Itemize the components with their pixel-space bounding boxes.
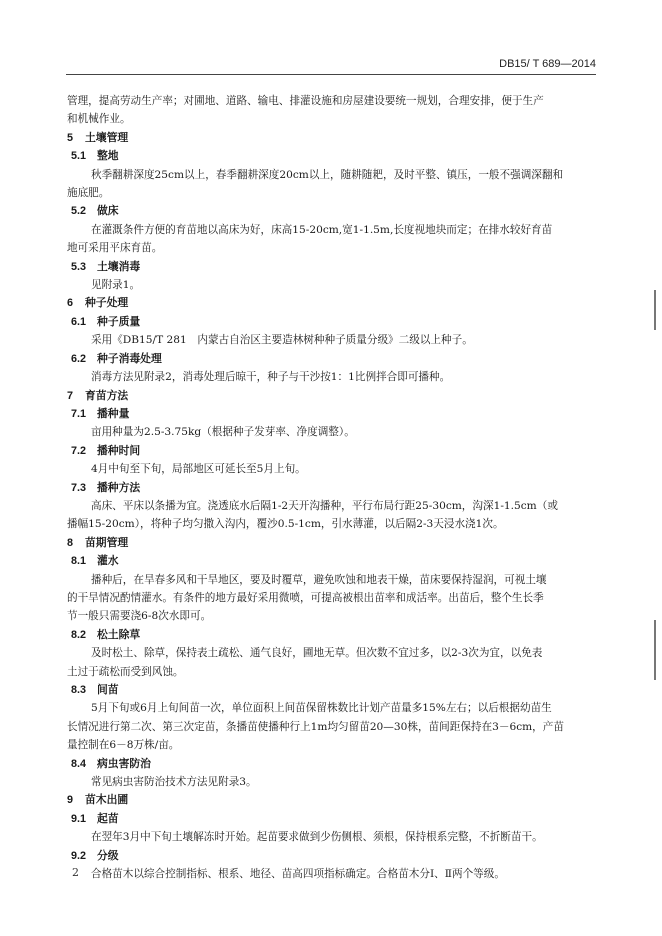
- text-line: 高床、平床以条播为宜。浇透底水后隔1-2天开沟播种，平行布局行距25-30cm，沟深1-1.5cm（或: [91, 499, 558, 512]
- text-line: 合格苗木以综合控制指标、根系、地径、苗高四项指标确定。合格苗木分Ⅰ、Ⅱ两个等级。: [91, 868, 505, 881]
- text-line: 施底肥。: [67, 187, 110, 200]
- text-line: 播幅15-20cm），将种子均匀撒入沟内，覆沙0.5-1cm，引水薄灌，以后隔2-3天浸水浇1次。: [67, 518, 504, 531]
- standard-number: DB15/ T 689—2014: [499, 58, 596, 70]
- section-heading: 5 土壤管理: [67, 131, 129, 144]
- scan-edge-mark: [654, 290, 656, 330]
- text-line: 长情况进行第二次、第三次定苗，条播苗使播种行上1m均匀留苗20—30株，苗间距保持在3－6cm，产苗: [67, 720, 564, 733]
- text-line: 采用《DB15/T 281 内蒙古自治区主要造林树种种子质量分级》二级以上种子。: [91, 334, 473, 347]
- text-line: 常见病虫害防治技术方法见附录3。: [91, 776, 257, 789]
- subsection-heading: 6.1 种子质量: [71, 315, 141, 328]
- text-line: 秋季翻耕深度25cm以上，春季翻耕深度20cm以上，随耕随耙，及时平整、镇压，一般不强调深翻和: [91, 168, 564, 181]
- text-line: 地可采用平床育苗。: [67, 242, 163, 255]
- text-line: 土过于疏松而受到风蚀。: [67, 665, 184, 678]
- text-line: 5月下旬或6月上旬间苗一次，单位面积上间苗保留株数比计划产苗量多15%左右；以后根据幼苗生: [91, 702, 552, 715]
- text-line: 和机械作业。: [67, 113, 131, 126]
- section-heading: 8 苗期管理: [67, 536, 129, 549]
- text-line: 量控制在6－8万株/亩。: [67, 739, 180, 752]
- text-line: 在灌溉条件方便的育苗地以高床为好，床高15-20cm,宽1-1.5m,长度视地块而定；在排水较好育苗: [91, 223, 553, 236]
- section-heading: 9 苗木出圃: [67, 794, 129, 807]
- header-rule: [66, 74, 596, 75]
- text-line: 节一般只需要浇6-8次水即可。: [67, 610, 212, 623]
- text-line: 4月中旬至下旬，局部地区可延长至5月上旬。: [91, 463, 306, 476]
- subsection-heading: 9.2 分级: [71, 849, 119, 862]
- text-line: 在翌年3月中下旬土壤解冻时开始。起苗要求做到少伤侧根、须根，保持根系完整，不折断苗干。: [91, 831, 543, 844]
- section-heading: 7 育苗方法: [67, 389, 129, 402]
- page-body: [67, 92, 597, 883]
- subsection-heading: 8.1 灌水: [71, 555, 119, 568]
- subsection-heading: 5.3 土壤消毒: [71, 260, 141, 273]
- subsection-heading: 8.3 间苗: [71, 684, 119, 696]
- text-line: 见附录1。: [91, 279, 141, 292]
- subsection-heading: 8.2 松土除草: [71, 628, 141, 641]
- text-line: 管理，提高劳动生产率；对圃地、道路、输电、排灌设施和房屋建设要统一规划，合理安排，便于生产: [67, 95, 544, 107]
- subsection-heading: 9.1 起苗: [71, 812, 119, 825]
- subsection-heading: 7.3 播种方法: [71, 481, 141, 494]
- text-line: 的干旱情况酌情灌水。有条件的地方最好采用微喷，可提高被根出苗率和成活率。出苗后，整个生长季: [67, 591, 544, 604]
- subsection-heading: 6.2 种子消毒处理: [71, 352, 162, 365]
- text-line: 亩用种量为2.5-3.75kg（根据种子发芽率、净度调整）。: [91, 426, 355, 439]
- subsection-heading: 5.1 整地: [71, 150, 119, 163]
- text-line: 播种后，在旱春多风和干旱地区，要及时覆草，避免吹蚀和地表干燥，苗床要保持湿润，可视土壤: [91, 573, 547, 586]
- text-line: 消毒方法见附录2，消毒处理后晾干，种子与干沙按1：1比例拌合即可播种。: [91, 371, 451, 384]
- subsection-heading: 5.2 做床: [71, 205, 119, 218]
- section-heading: 6 种子处理: [67, 297, 129, 310]
- page-number: 2: [72, 866, 79, 879]
- scan-edge-mark: [654, 620, 656, 680]
- subsection-heading: 7.1 播种量: [71, 407, 130, 420]
- subsection-heading: 7.2 播种时间: [71, 444, 141, 457]
- subsection-heading: 8.4 病虫害防治: [71, 757, 151, 770]
- text-line: 及时松土、除草，保持表土疏松、通气良好，圃地无草。但次数不宜过多，以2-3次为宜，以免表: [91, 647, 543, 660]
